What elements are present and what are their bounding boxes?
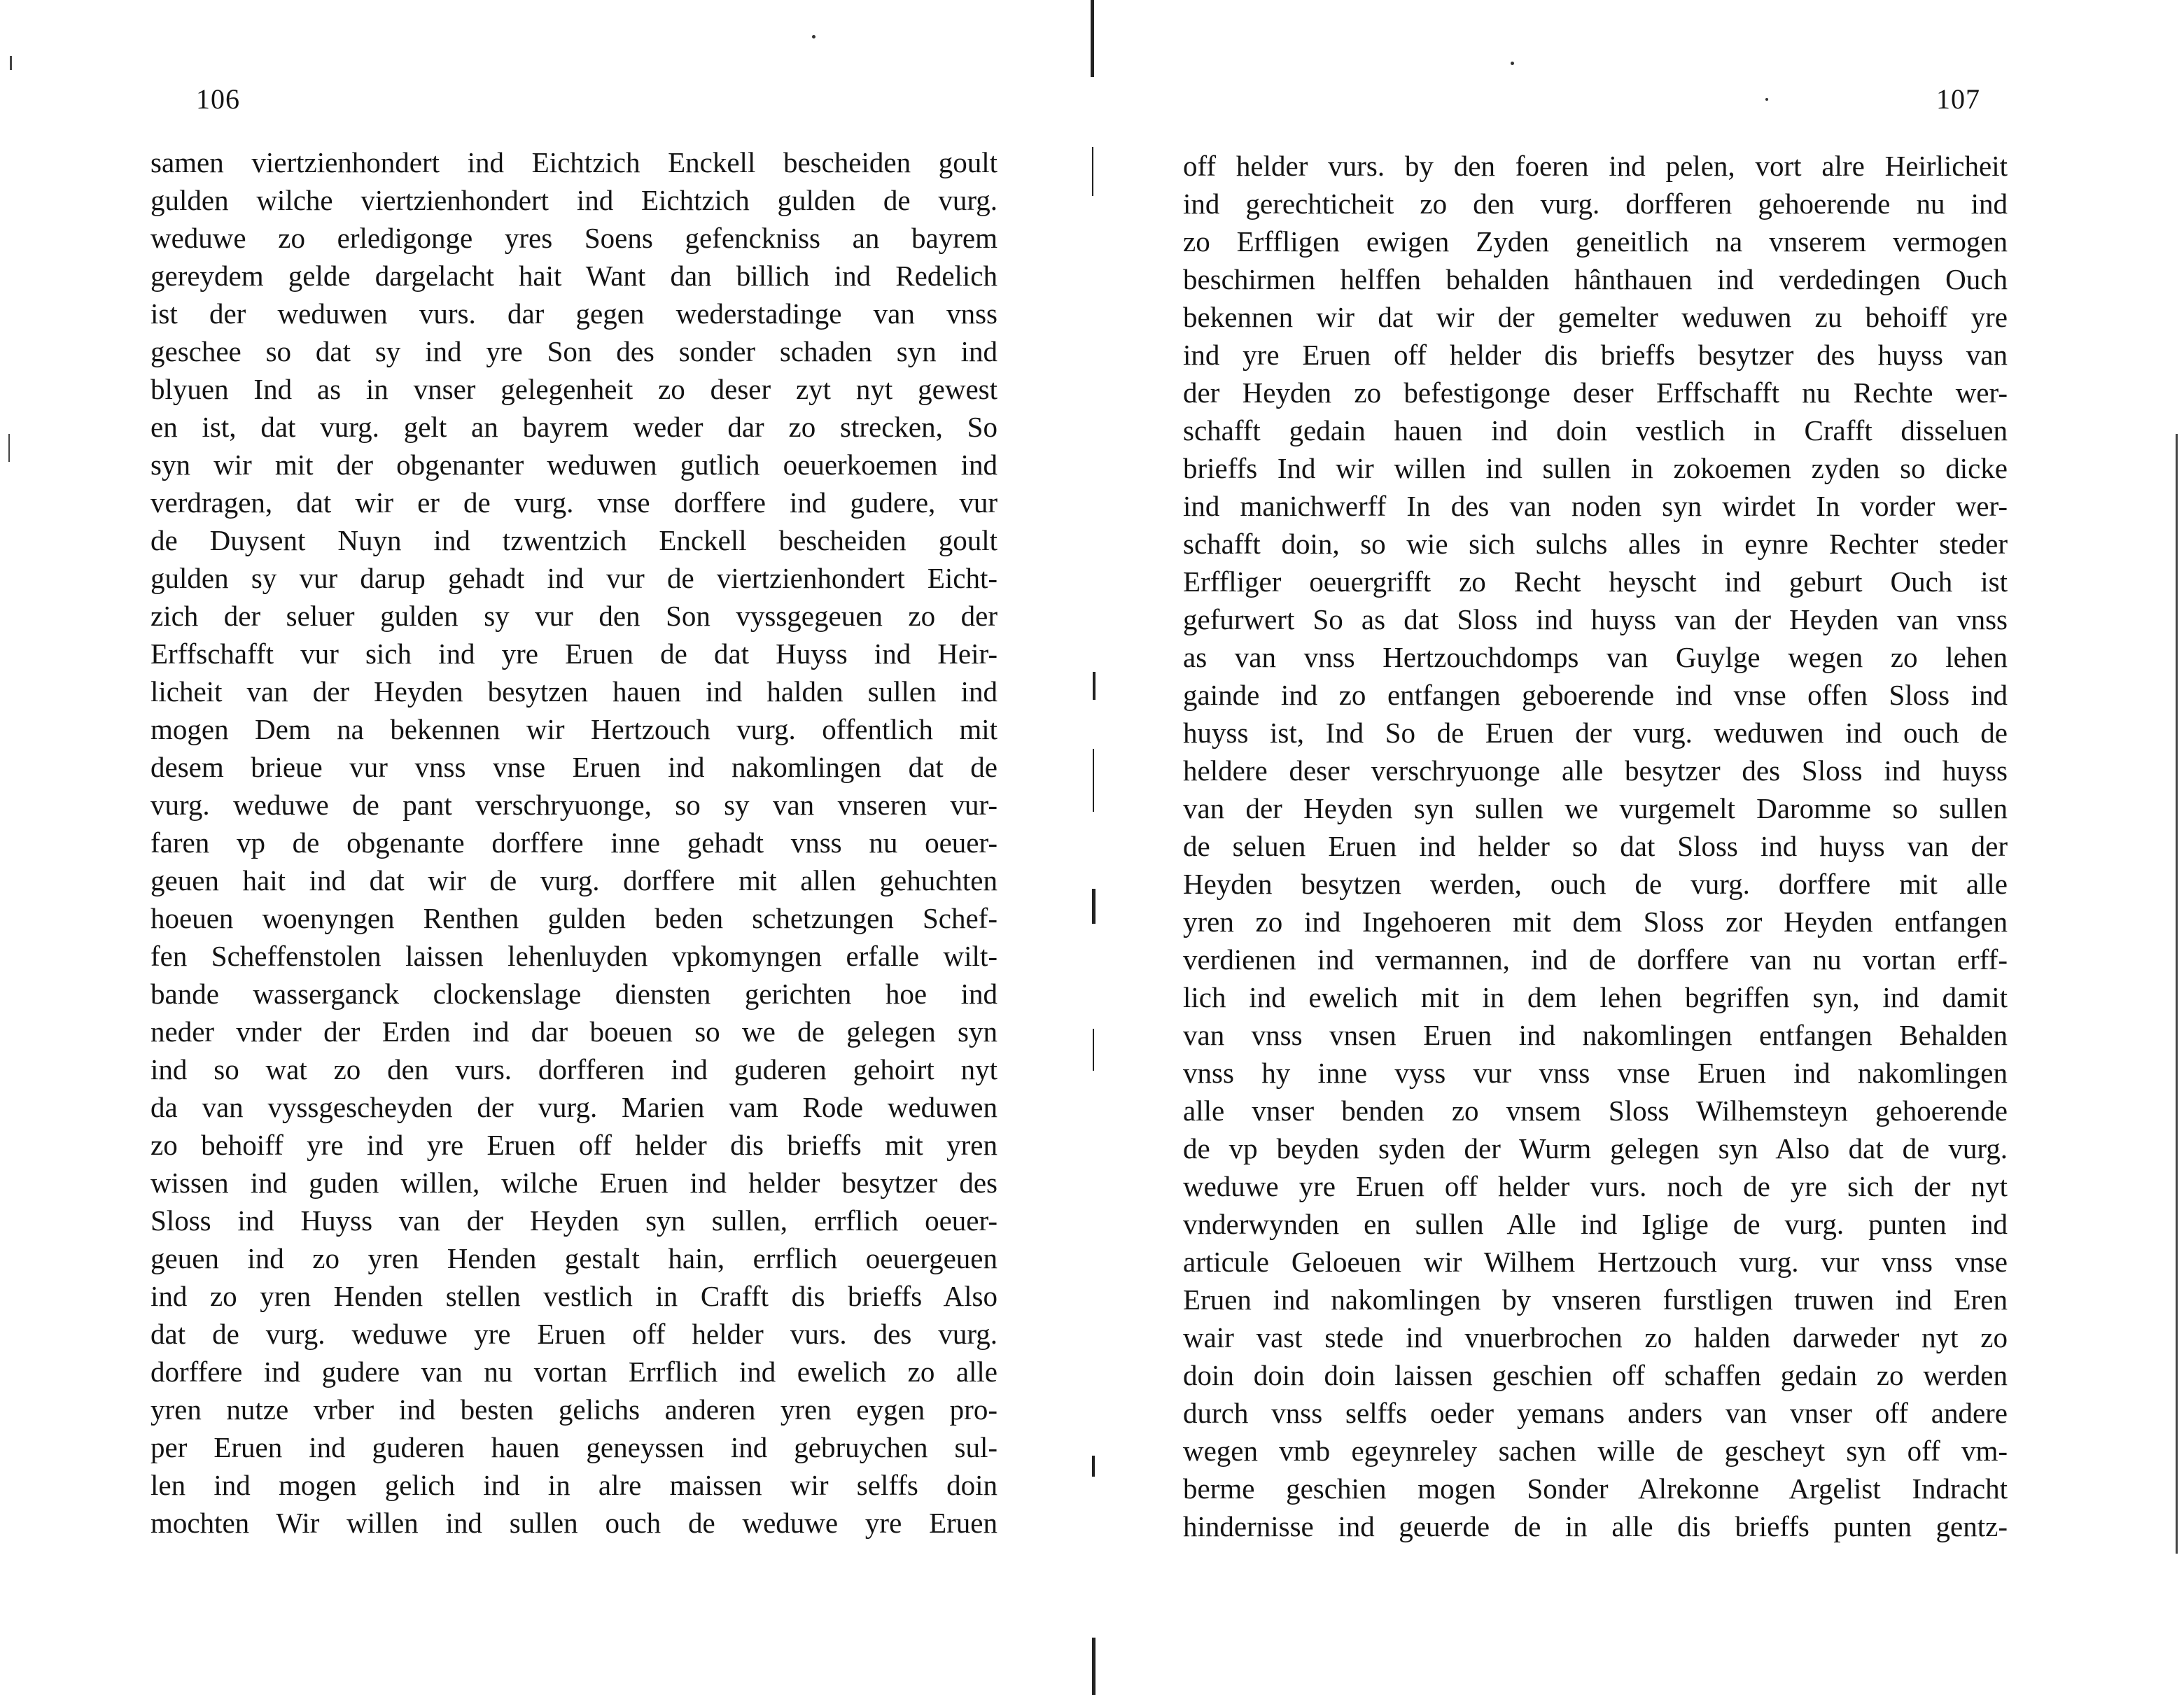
text-line: desem brieue vur vnss vnse Eruen ind nakomlingen dat de: [150, 751, 997, 783]
binding-mark: [1091, 0, 1094, 77]
text-line: bande wasserganck clockenslage diensten gerichten hoe ind: [150, 978, 997, 1010]
text-line: verdienen ind vermannen, ind de dorffere van nu vortan erff-: [1183, 943, 2008, 976]
text-line: gulden wilche viertzienhondert ind Eichtzich gulden de vurg.: [150, 184, 997, 216]
text-line: bekennen wir dat wir der gemelter weduwen zu behoiff yre: [1183, 301, 2008, 333]
text-line: en ist, dat vurg. gelt an bayrem weder dar zo strecken, So: [150, 411, 997, 443]
text-line: schafft gedain hauen ind doin vestlich in Crafft disseluen: [1183, 414, 2008, 446]
text-line: lich ind ewelich mit in dem lehen begriffen syn, ind damit: [1183, 981, 2008, 1013]
text-line: gainde ind zo entfangen geboerende ind vnse offen Sloss ind: [1183, 679, 2008, 711]
paper-speck: [1511, 62, 1514, 65]
text-line: faren vp de obgenante dorffere inne gehadt vnss nu oeuer-: [150, 827, 997, 859]
text-line: van der Heyden syn sullen we vurgemelt Daromme so sullen: [1183, 792, 2008, 824]
text-line: da van vyssgescheyden der vurg. Marien vam Rode weduwen: [150, 1091, 997, 1123]
text-line: mochten Wir willen ind sullen ouch de weduwe yre Eruen: [150, 1507, 997, 1539]
text-line: brieffs Ind wir willen ind sullen in zokoemen zyden so dicke: [1183, 452, 2008, 484]
text-line: heldere deser verschryuonge alle besytzer des Sloss ind huyss: [1183, 754, 2008, 787]
text-line: mogen Dem na bekennen wir Hertzouch vurg. offentlich mit: [150, 713, 997, 745]
binding-mark: [1092, 1638, 1096, 1695]
text-line: hindernisse ind geuerde de in alle dis brieffs punten gentz-: [1183, 1510, 2008, 1542]
book-gutter: [1078, 0, 1106, 1695]
text-line: wissen ind guden willen, wilche Eruen ind helder besytzer des: [150, 1167, 997, 1199]
paper-speck: [812, 35, 816, 38]
text-line: articule Geloeuen wir Wilhem Hertzouch vurg. vur vnss vnse: [1183, 1246, 2008, 1278]
text-line: gulden sy vur darup gehadt ind vur de viertzienhondert Eicht-: [150, 562, 997, 594]
text-line: wegen vmb egeynreley sachen wille de gescheyt syn off vm-: [1183, 1435, 2008, 1467]
text-line: per Eruen ind guderen hauen geneyssen ind gebruychen sul-: [150, 1431, 997, 1463]
page-text-block: [1183, 147, 2008, 1545]
text-line: dorffere ind gudere van nu vortan Errflich ind ewelich zo alle: [150, 1356, 997, 1388]
page-number: 107: [1936, 83, 1980, 115]
binding-mark: [1092, 889, 1096, 924]
text-line: Erffliger oeuergrifft zo Recht heyscht ind geburt Ouch ist: [1183, 565, 2008, 598]
text-line: ind zo yren Henden stellen vestlich in Crafft dis brieffs Also: [150, 1280, 997, 1312]
text-line: Erffschafft vur sich ind yre Eruen de dat Huyss ind Heir-: [150, 638, 997, 670]
text-line: zich der seluer gulden sy vur den Son vyssgegeuen zo der: [150, 600, 997, 632]
text-line: samen viertzienhondert ind Eichtzich Enckell bescheiden goult: [150, 146, 997, 178]
binding-mark: [1093, 1029, 1094, 1071]
page-edge-mark: [10, 56, 12, 70]
text-line: vnderwynden en sullen Alle ind Iglige de vurg. punten ind: [1183, 1208, 2008, 1240]
text-line: gefurwert So as dat Sloss ind huyss van der Heyden van vnss: [1183, 603, 2008, 635]
binding-mark: [1093, 672, 1096, 700]
paper-speck: [1765, 98, 1768, 101]
text-line: geschee so dat sy ind yre Son des sonder schaden syn ind: [150, 335, 997, 367]
text-line: len ind mogen gelich ind in alre maissen wir selffs doin: [150, 1469, 997, 1501]
text-line: dat de vurg. weduwe yre Eruen off helder vurs. des vurg.: [150, 1318, 997, 1350]
text-line: off helder vurs. by den foeren ind pelen, vort alre Heirlicheit: [1183, 150, 2008, 182]
text-line: geuen ind zo yren Henden gestalt hain, errflich oeuergeuen: [150, 1242, 997, 1274]
text-line: hoeuen woenyngen Renthen gulden beden schetzungen Schef-: [150, 902, 997, 934]
text-line: Sloss ind Huyss van der Heyden syn sullen, errflich oeuer-: [150, 1204, 997, 1237]
text-line: vurg. weduwe de pant verschryuonge, so sy van vnseren vur-: [150, 789, 997, 821]
text-line: Heyden besytzen werden, ouch de vurg. dorffere mit alle: [1183, 868, 2008, 900]
binding-mark: [1092, 147, 1093, 196]
text-line: ind yre Eruen off helder dis brieffs besytzer des huyss van: [1183, 339, 2008, 371]
page-edge-mark: [8, 434, 10, 462]
text-line: blyuen Ind as in vnser gelegenheit zo deser zyt nyt gewest: [150, 373, 997, 405]
page-text-block: [150, 143, 997, 1542]
page-edge-mark: [2176, 434, 2178, 1554]
text-line: ind gerechticheit zo den vurg. dorfferen gehoerende nu ind: [1183, 188, 2008, 220]
text-line: alle vnser benden zo vnsem Sloss Wilhemsteyn gehoerende: [1183, 1095, 2008, 1127]
text-line: beschirmen helffen behalden hânthauen ind verdedingen Ouch: [1183, 263, 2008, 295]
text-line: licheit van der Heyden besytzen hauen ind halden sullen ind: [150, 675, 997, 708]
text-line: vnss hy inne vyss vur vnss vnse Eruen ind nakomlingen: [1183, 1057, 2008, 1089]
text-line: syn wir mit der obgenanter weduwen gutlich oeuerkoemen ind: [150, 449, 997, 481]
text-line: zo behoiff yre ind yre Eruen off helder dis brieffs mit yren: [150, 1129, 997, 1161]
text-line: doin doin doin laissen geschien off schaffen gedain zo werden: [1183, 1359, 2008, 1391]
text-line: schafft doin, so wie sich sulchs alles in eynre Rechter steder: [1183, 528, 2008, 560]
right-page: [1092, 0, 2184, 1695]
text-line: fen Scheffenstolen laissen lehenluyden vpkomyngen erfalle wilt-: [150, 940, 997, 972]
text-line: de Duysent Nuyn ind tzwentzich Enckell bescheiden goult: [150, 524, 997, 556]
text-line: weduwe yre Eruen off helder vurs. noch de yre sich der nyt: [1183, 1170, 2008, 1202]
binding-mark: [1092, 1456, 1095, 1477]
text-line: yren zo ind Ingehoeren mit dem Sloss zor Heyden entfangen: [1183, 906, 2008, 938]
text-line: ist der weduwen vurs. dar gegen wederstadinge van vnss: [150, 297, 997, 330]
text-line: de seluen Eruen ind helder so dat Sloss ind huyss van der: [1183, 830, 2008, 862]
text-line: weduwe zo erledigonge yres Soens gefenckniss an bayrem: [150, 222, 997, 254]
text-line: geuen hait ind dat wir de vurg. dorffere mit allen gehuchten: [150, 864, 997, 896]
text-line: Eruen ind nakomlingen by vnseren furstligen truwen ind Eren: [1183, 1283, 2008, 1316]
text-line: van vnss vnsen Eruen ind nakomlingen entfangen Behalden: [1183, 1019, 2008, 1051]
text-line: de vp beyden syden der Wurm gelegen syn Also dat de vurg.: [1183, 1132, 2008, 1165]
text-line: ind so wat zo den vurs. dorfferen ind guderen gehoirt nyt: [150, 1053, 997, 1085]
text-line: as van vnss Hertzouchdomps van Guylge wegen zo lehen: [1183, 641, 2008, 673]
page-number: 106: [196, 83, 240, 115]
binding-mark: [1093, 749, 1094, 812]
text-line: wair vast stede ind vnuerbrochen zo halden darweder nyt zo: [1183, 1321, 2008, 1353]
text-line: ind manichwerff In des van noden syn wirdet In vorder wer-: [1183, 490, 2008, 522]
text-line: gereydem gelde dargelacht hait Want dan billich ind Redelich: [150, 260, 997, 292]
text-line: yren nutze vrber ind besten gelichs anderen yren eygen pro-: [150, 1393, 997, 1426]
text-line: verdragen, dat wir er de vurg. vnse dorffere ind gudere, vur: [150, 486, 997, 519]
text-line: neder vnder der Erden ind dar boeuen so we de gelegen syn: [150, 1015, 997, 1048]
text-line: durch vnss selffs oeder yemans anders van vnser off andere: [1183, 1397, 2008, 1429]
text-line: berme geschien mogen Sonder Alrekonne Argelist Indracht: [1183, 1472, 2008, 1505]
text-line: zo Erffligen ewigen Zyden geneitlich na vnserem vermogen: [1183, 225, 2008, 258]
text-line: huyss ist, Ind So de Eruen der vurg. weduwen ind ouch de: [1183, 717, 2008, 749]
text-line: der Heyden zo befestigonge deser Erffschafft nu Rechte wer-: [1183, 377, 2008, 409]
